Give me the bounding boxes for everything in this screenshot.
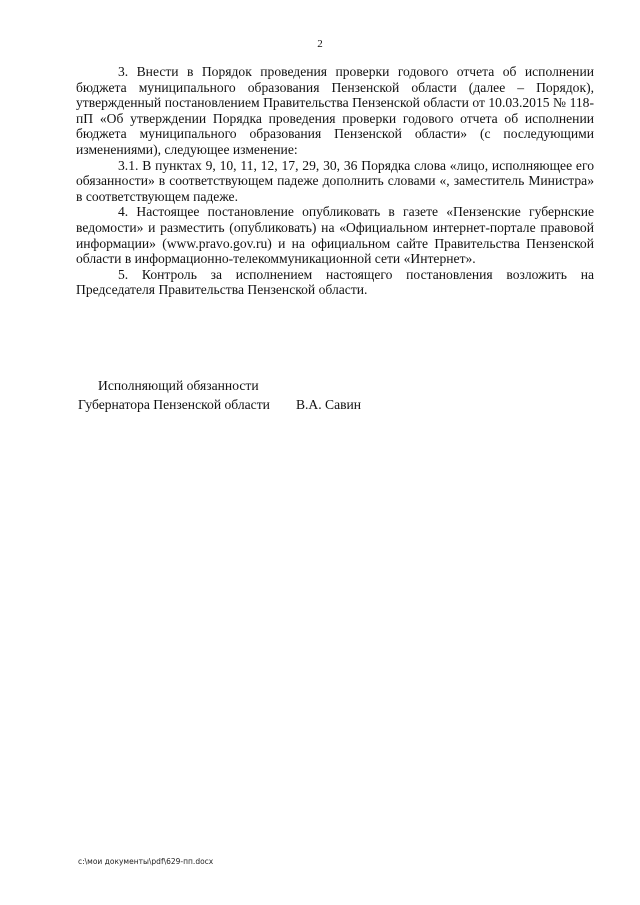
document-body <box>76 64 594 298</box>
signature-block <box>78 376 538 414</box>
signatory-title-row <box>78 395 538 414</box>
signatory-name: В.А. Савин <box>295 397 362 412</box>
signatory-title-line2: Губернатора Пензенской области <box>78 397 270 412</box>
paragraph-item-5: 5. Контроль за исполнением настоящего постановления возложить на Председателя Правительства Пензенской области. <box>76 266 594 298</box>
paragraph-item-4: 4. Настоящее постановление опубликовать в газете «Пензенские губернские ведомости» и разместить (опубликовать) на «Официальном интернет-портале правовой информации» (www.pravo.gov.ru) и на официальном сайте Правительства Пензенской области в информационно-телекоммуникационной сети «Интернет». <box>76 204 594 267</box>
signatory-title-line1: Исполняющий обязанности <box>98 378 259 393</box>
paragraph-item-3: 3. Внести в Порядок проведения проверки годового отчета об исполнении бюджета муниципального образования Пензенской области (далее – Порядок), утвержденный постановлением Правительства Пензенской области от 10.03.2015 № 118-пП «Об утверждении Порядка проведения проверки годового отчета об исполнении бюджета муниципального образования Пензенской области» (с последующими изменениями), следующее изменение: <box>76 64 594 157</box>
page-number: 2 <box>317 38 323 50</box>
paragraph-item-3-1: 3.1. В пунктах 9, 10, 11, 12, 17, 29, 30, 36 Порядка слова «лицо, исполняющее его обязанности» в соответствующем падеже дополнить словами «, заместитель Министра» в соответствующем падеже. <box>76 157 594 204</box>
footer-file-path: c:\мои документы\pdf\629-пп.docx <box>78 857 214 866</box>
